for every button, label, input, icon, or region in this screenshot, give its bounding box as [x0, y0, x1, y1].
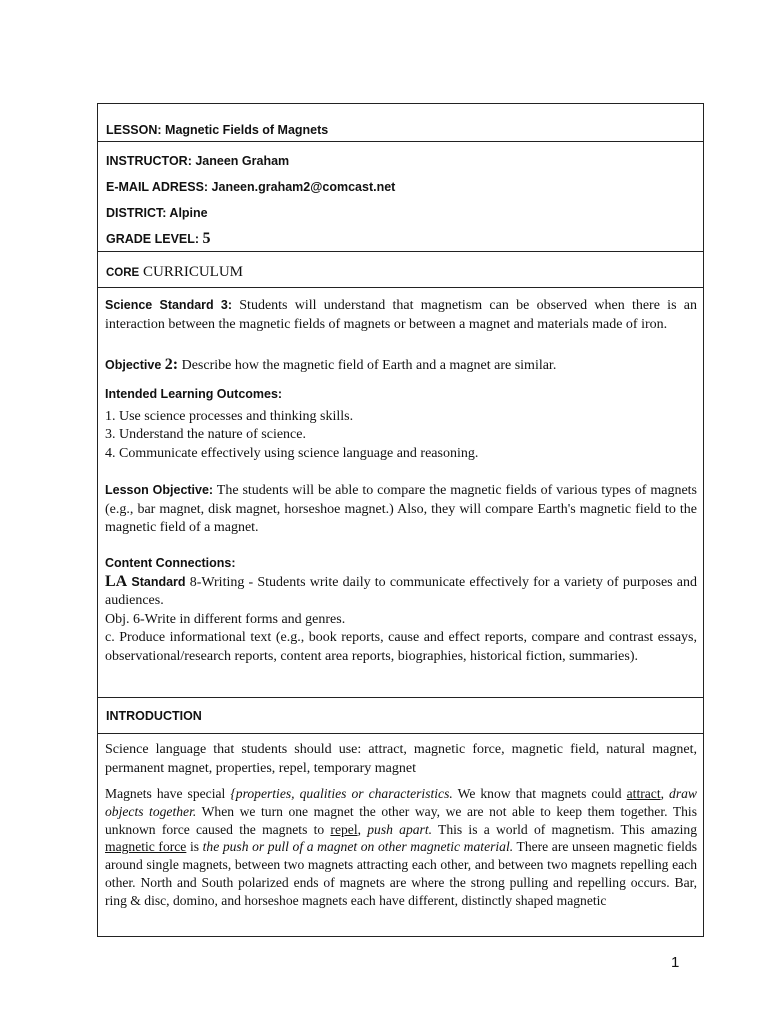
magnets-text-italic: the push or pull of a magnet on other magnetic material. — [202, 839, 514, 855]
vocabulary-text: Science language that students should use: attract, magnetic force, magnetic field, natural magnet, permanent magnet, properties, repel, temporary magnet — [105, 742, 697, 776]
magnets-text-part: , — [357, 821, 368, 837]
magnets-text — [105, 785, 697, 910]
introduction-heading-row — [98, 698, 703, 734]
magnets-text-part: This is a world of magnetism. This amazing — [432, 821, 698, 837]
magnets-text-part: We know that magnets could — [452, 786, 627, 801]
magnets-text-part: Magnets have special — [105, 786, 231, 801]
science-standard-text: Students will understand that magnetism can be observed when there is an interaction between the magnetic fields of magnets or between a magnet and materials made of iron. — [105, 298, 697, 332]
grade-level-line — [106, 230, 211, 248]
la-standard-label: Standard — [127, 574, 186, 589]
core-curriculum-heading — [106, 263, 243, 281]
magnetic-force-term: magnetic force — [105, 839, 187, 855]
repel-term: repel — [330, 821, 358, 837]
curriculum-label: CURRICULUM — [139, 264, 243, 280]
science-standard-label: Science Standard 3: — [105, 298, 233, 312]
magnets-text-part: When we turn one magnet the other way, we are not able to keep them together. This unknown force caused the magnets to — [105, 803, 697, 837]
district-line: DISTRICT: Alpine — [106, 206, 208, 220]
lesson-objective-label: Lesson Objective: — [105, 483, 214, 497]
lesson-row — [98, 104, 703, 142]
content-connections-heading: Content Connections: — [105, 556, 236, 570]
objective-text: Describe how the magnetic field of Earth and a magnet are similar. — [178, 358, 557, 373]
lesson-plan-table — [97, 103, 704, 937]
content-connections-block — [105, 554, 697, 666]
magnets-paragraph — [105, 785, 697, 910]
objective-number: 2: — [164, 356, 179, 373]
page-number: 1 — [671, 954, 680, 971]
lesson-objective-paragraph — [105, 481, 697, 538]
curriculum-content-row — [98, 288, 703, 698]
email-line: E-MAIL ADRESS: Janeen.graham2@comcast.net — [106, 180, 396, 194]
produce-text: c. Produce informational text (e.g., book reports, cause and effect reports, compare and contrast essays, observational/research reports, content area reports, biographies, historical fiction, summaries). — [105, 630, 697, 664]
grade-level-value: 5 — [202, 230, 211, 247]
vocabulary-paragraph — [105, 741, 697, 778]
magnets-text-italic: push apart. — [367, 821, 433, 837]
science-standard-paragraph — [105, 296, 697, 334]
ilo-heading: Intended Learning Outcomes: — [105, 387, 283, 401]
lesson-objective-text: The students will be able to compare the magnetic fields of various types of magnets (e.g., bar magnet, disk magnet, horseshoe magnet.) Also, they will compare Earth's magnetic field to the magnetic field of a magnet. — [105, 483, 697, 535]
grade-level-label: GRADE LEVEL: — [106, 232, 203, 246]
objective-paragraph — [105, 356, 697, 376]
introduction-body-row — [98, 734, 703, 936]
instructor-line: INSTRUCTOR: Janeen Graham — [106, 154, 290, 168]
obj6-text: Obj. 6-Write in different forms and genres. — [105, 611, 346, 627]
instructor-row — [98, 142, 703, 252]
la-label: LA — [105, 572, 128, 590]
ilo-item: 3. Understand the nature of science. — [105, 427, 306, 442]
ilo-item: 4. Communicate effectively using science language and reasoning. — [105, 445, 479, 461]
magnets-text-part: , — [660, 786, 670, 801]
la-standard-text: 8-Writing - Students write daily to communicate effectively for a variety of purposes and audiences. — [105, 574, 697, 608]
magnets-text-part: There are unseen magnetic fields around single magnets, between two magnets attracting each other, and between two magnets repelling each other. North and South polarized ends of magnets are where the strong pulling and repelling occurs. Bar, ring & disc, domino, and horseshoe magnets each have different, distinctly shaped magnetic — [105, 839, 697, 908]
magnets-text-italic: draw objects together. — [105, 786, 697, 819]
core-curriculum-row — [98, 252, 703, 288]
introduction-heading: INTRODUCTION — [106, 709, 202, 723]
ilo-item: 1. Use science processes and thinking skills. — [105, 408, 354, 424]
core-label: CORE — [106, 267, 140, 279]
attract-term: attract — [626, 786, 661, 801]
lesson-title: LESSON: Magnetic Fields of Magnets — [106, 123, 329, 137]
objective-label: Objective — [105, 358, 165, 372]
ilo-block — [105, 385, 697, 463]
magnets-text-italic: {properties, qualities or characteristics. — [230, 786, 453, 801]
magnets-text-part: is — [186, 839, 203, 855]
